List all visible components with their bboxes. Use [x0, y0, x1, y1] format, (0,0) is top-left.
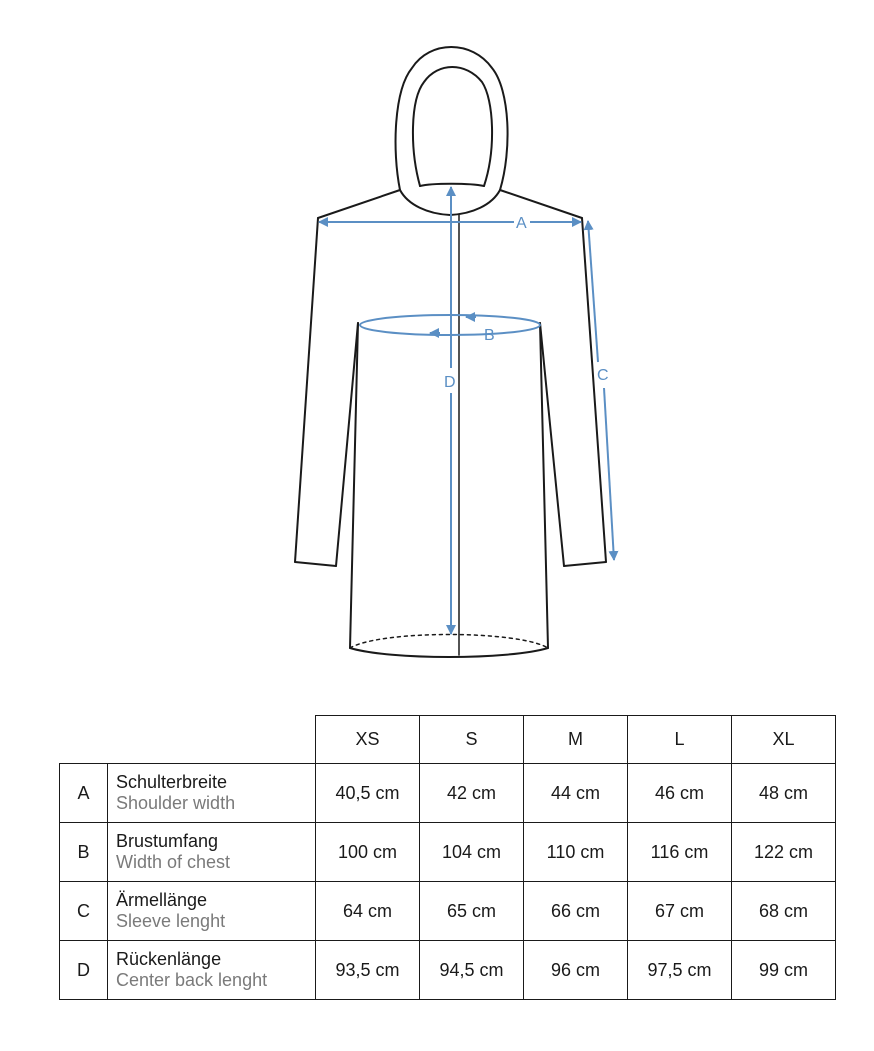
- value-cell: 104 cm: [420, 823, 524, 882]
- label-german: Brustumfang: [116, 831, 219, 851]
- value-cell: 46 cm: [628, 764, 732, 823]
- value-cell: 42 cm: [420, 764, 524, 823]
- label-english: Center back lenght: [116, 970, 268, 990]
- value-cell: 100 cm: [316, 823, 420, 882]
- left-shoulder: [318, 190, 400, 218]
- measure-c-top: [588, 221, 598, 362]
- row-label: [108, 823, 316, 882]
- value-cell: 48 cm: [732, 764, 836, 823]
- label-english: Width of chest: [116, 852, 231, 872]
- value-cell: 44 cm: [524, 764, 628, 823]
- right-shoulder: [500, 190, 582, 218]
- label-english: Sleeve lenght: [116, 911, 226, 931]
- value-cell: 97,5 cm: [628, 941, 732, 1000]
- table-row: [60, 823, 836, 882]
- measure-d-label: D: [444, 374, 456, 391]
- measurements: [319, 187, 614, 634]
- size-header-m: M: [524, 716, 628, 764]
- value-cell: 99 cm: [732, 941, 836, 1000]
- value-cell: 66 cm: [524, 882, 628, 941]
- value-cell: 94,5 cm: [420, 941, 524, 1000]
- table-row: [60, 941, 836, 1000]
- measure-b-label: B: [484, 327, 495, 344]
- right-cuff: [564, 562, 606, 566]
- value-cell: 65 cm: [420, 882, 524, 941]
- label-english: Shoulder width: [116, 793, 236, 813]
- hem-back: [350, 635, 548, 649]
- row-label: [108, 882, 316, 941]
- measure-c-bottom: [604, 388, 614, 560]
- hem: [350, 648, 548, 657]
- table-row: [60, 882, 836, 941]
- row-label: [108, 764, 316, 823]
- row-letter: A: [60, 764, 108, 823]
- value-cell: 68 cm: [732, 882, 836, 941]
- size-header-xl: XL: [732, 716, 836, 764]
- value-cell: 96 cm: [524, 941, 628, 1000]
- label-german: Schulterbreite: [116, 772, 228, 792]
- size-table: [59, 715, 836, 1000]
- label-german: Rückenlänge: [116, 949, 222, 969]
- neck-band: [420, 184, 484, 186]
- value-cell: 110 cm: [524, 823, 628, 882]
- left-sleeve-outer: [295, 218, 318, 562]
- size-header-xs: XS: [316, 716, 420, 764]
- size-header-row: [60, 716, 836, 764]
- row-letter: B: [60, 823, 108, 882]
- right-sleeve-outer: [582, 218, 606, 562]
- row-letter: C: [60, 882, 108, 941]
- size-header-s: S: [420, 716, 524, 764]
- header-blank-letter: [60, 716, 108, 764]
- value-cell: 67 cm: [628, 882, 732, 941]
- value-cell: 40,5 cm: [316, 764, 420, 823]
- value-cell: 116 cm: [628, 823, 732, 882]
- measure-a-label: A: [516, 215, 527, 232]
- table-row: [60, 764, 836, 823]
- value-cell: 64 cm: [316, 882, 420, 941]
- left-cuff: [295, 562, 336, 566]
- value-cell: 93,5 cm: [316, 941, 420, 1000]
- measure-c-label: C: [597, 367, 609, 384]
- row-letter: D: [60, 941, 108, 1000]
- size-header-l: L: [628, 716, 732, 764]
- header-blank-label: [108, 716, 316, 764]
- value-cell: 122 cm: [732, 823, 836, 882]
- label-german: Ärmellänge: [116, 890, 208, 910]
- hood-inner: [413, 67, 492, 186]
- row-label: [108, 941, 316, 1000]
